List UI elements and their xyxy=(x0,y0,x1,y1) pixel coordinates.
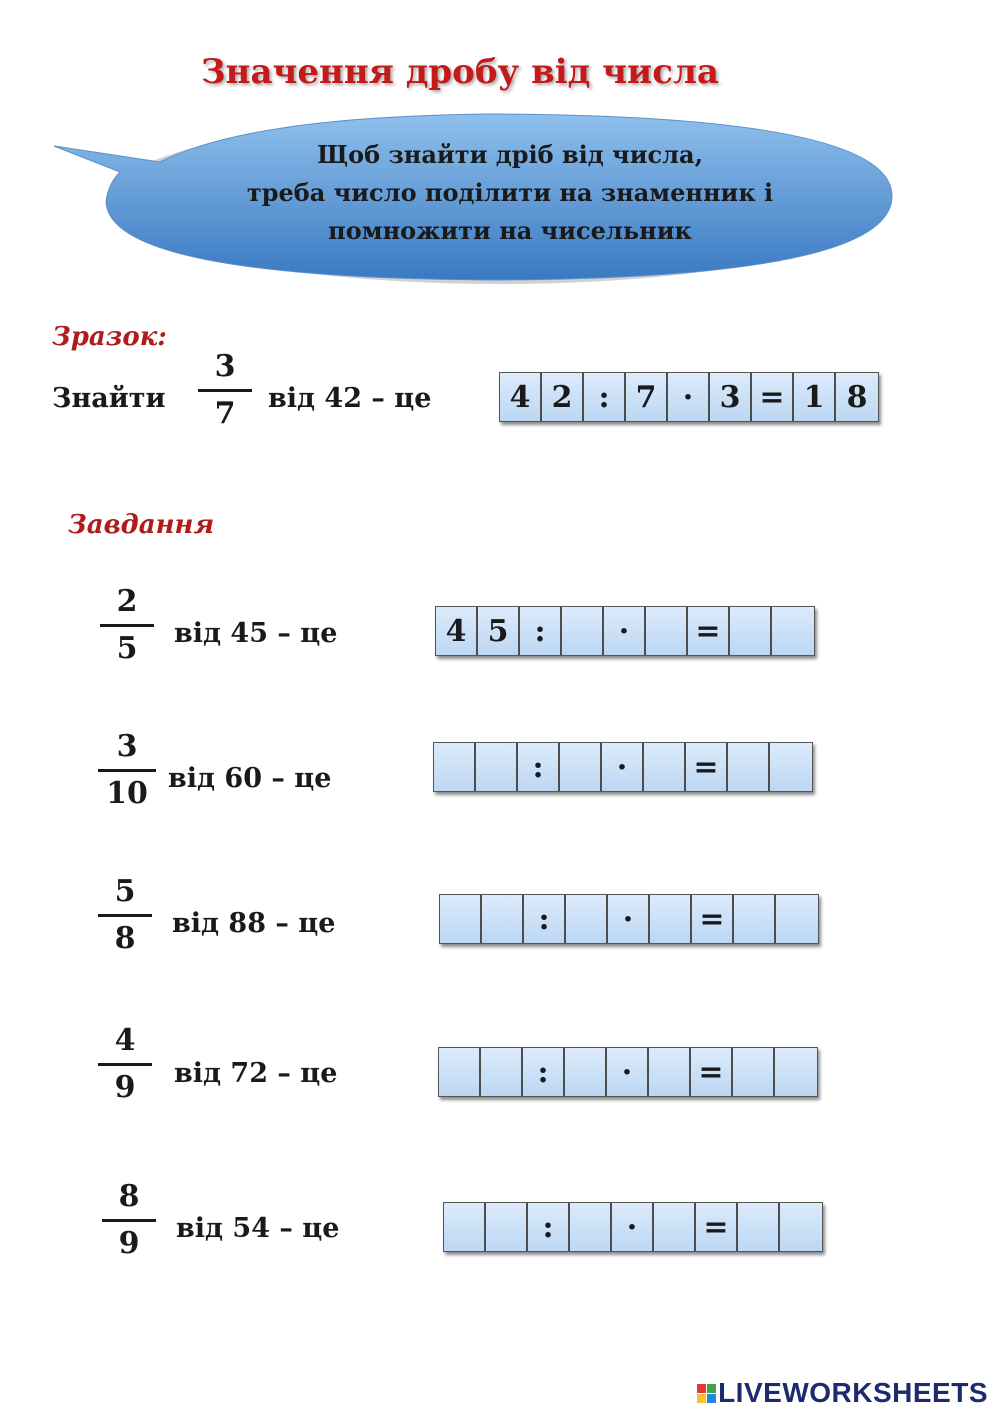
sample-label: Зразок: xyxy=(52,322,167,352)
answer-cell: 5 xyxy=(478,607,520,655)
answer-cell[interactable] xyxy=(654,1203,696,1251)
answer-cell[interactable] xyxy=(730,607,772,655)
sample-fraction xyxy=(198,350,252,431)
sample-cell: 3 xyxy=(710,373,752,421)
task-5-numerator: 8 xyxy=(118,1179,140,1214)
answer-cell[interactable] xyxy=(644,743,686,791)
task-1-denominator: 5 xyxy=(116,631,138,666)
liveworksheets-brand[interactable] xyxy=(697,1377,988,1409)
answer-cell[interactable] xyxy=(440,895,482,943)
tasks-label: Завдання xyxy=(68,510,215,540)
sample-cell: 8 xyxy=(836,373,878,421)
sample-cell: : xyxy=(584,373,626,421)
answer-cell: = xyxy=(696,1203,738,1251)
answer-cell: : xyxy=(518,743,560,791)
answer-cell[interactable] xyxy=(646,607,688,655)
task-5-fraction xyxy=(102,1180,156,1261)
answer-cell: 4 xyxy=(436,607,478,655)
task-2-numerator: 3 xyxy=(116,729,138,764)
sample-cell: = xyxy=(752,373,794,421)
task-5-answer-strip xyxy=(443,1202,823,1252)
task-1-numerator: 2 xyxy=(116,584,138,619)
fraction-bar xyxy=(102,1219,156,1222)
task-2-denominator: 10 xyxy=(106,776,148,811)
answer-cell[interactable] xyxy=(738,1203,780,1251)
answer-cell[interactable] xyxy=(649,1048,691,1096)
answer-cell[interactable] xyxy=(780,1203,822,1251)
task-1-answer-strip xyxy=(435,606,815,656)
task-4-text: від 72 – це xyxy=(174,1058,338,1089)
task-3-answer-strip xyxy=(439,894,819,944)
answer-cell[interactable] xyxy=(650,895,692,943)
task-1-text: від 45 – це xyxy=(174,618,338,649)
rule-speech-bubble xyxy=(50,110,900,290)
answer-cell[interactable] xyxy=(570,1203,612,1251)
rule-line-1: Щоб знайти дріб від числа, xyxy=(317,140,703,169)
answer-cell: = xyxy=(688,607,730,655)
task-1-fraction xyxy=(100,585,154,666)
answer-cell[interactable] xyxy=(734,895,776,943)
task-3-numerator: 5 xyxy=(114,874,136,909)
task-3-text: від 88 – це xyxy=(172,908,336,939)
task-4-fraction xyxy=(98,1024,152,1105)
logo-square xyxy=(697,1384,706,1393)
answer-cell[interactable] xyxy=(486,1203,528,1251)
logo-square xyxy=(707,1384,716,1393)
answer-cell: · xyxy=(608,895,650,943)
rule-line-3: помножити на чисельник xyxy=(328,216,692,245)
answer-cell[interactable] xyxy=(481,1048,523,1096)
answer-cell: · xyxy=(604,607,646,655)
sample-cell: 2 xyxy=(542,373,584,421)
task-4-numerator: 4 xyxy=(114,1023,136,1058)
sample-cell: 4 xyxy=(500,373,542,421)
task-3-fraction xyxy=(98,875,152,956)
fraction-bar xyxy=(98,769,156,772)
answer-cell: : xyxy=(528,1203,570,1251)
answer-cell: · xyxy=(607,1048,649,1096)
sample-cell: 7 xyxy=(626,373,668,421)
answer-cell[interactable] xyxy=(482,895,524,943)
answer-cell[interactable] xyxy=(560,743,602,791)
answer-cell[interactable] xyxy=(770,743,812,791)
answer-cell[interactable] xyxy=(444,1203,486,1251)
logo-square xyxy=(697,1394,706,1403)
task-4-answer-strip xyxy=(438,1047,818,1097)
page-title: Значення дробу від числа xyxy=(201,52,719,92)
fraction-bar xyxy=(98,1063,152,1066)
task-5-denominator: 9 xyxy=(118,1226,140,1261)
answer-cell: : xyxy=(523,1048,565,1096)
sample-answer-strip xyxy=(499,372,879,422)
rule-line-2: треба число поділити на знаменник і xyxy=(246,178,774,207)
answer-cell: · xyxy=(602,743,644,791)
answer-cell: = xyxy=(686,743,728,791)
answer-cell[interactable] xyxy=(728,743,770,791)
sample-numerator: 3 xyxy=(214,349,236,384)
sample-find-word: Знайти xyxy=(52,383,166,414)
answer-cell[interactable] xyxy=(776,895,818,943)
answer-cell[interactable] xyxy=(434,743,476,791)
answer-cell[interactable] xyxy=(439,1048,481,1096)
task-2-answer-strip xyxy=(433,742,813,792)
sample-denominator: 7 xyxy=(214,396,236,431)
fraction-bar xyxy=(98,914,152,917)
task-3-denominator: 8 xyxy=(114,921,136,956)
fraction-bar xyxy=(100,624,154,627)
liveworksheets-logo-icon xyxy=(697,1384,716,1403)
sample-tail: від 42 – це xyxy=(268,383,432,414)
task-2-fraction xyxy=(98,730,156,811)
answer-cell: · xyxy=(612,1203,654,1251)
answer-cell[interactable] xyxy=(562,607,604,655)
answer-cell[interactable] xyxy=(733,1048,775,1096)
answer-cell[interactable] xyxy=(476,743,518,791)
sample-cell: 1 xyxy=(794,373,836,421)
answer-cell: : xyxy=(520,607,562,655)
answer-cell: = xyxy=(691,1048,733,1096)
answer-cell[interactable] xyxy=(775,1048,817,1096)
answer-cell[interactable] xyxy=(566,895,608,943)
task-4-denominator: 9 xyxy=(114,1070,136,1105)
sample-cell: · xyxy=(668,373,710,421)
fraction-bar xyxy=(198,389,252,392)
logo-square xyxy=(707,1394,716,1403)
answer-cell[interactable] xyxy=(565,1048,607,1096)
task-5-text: від 54 – це xyxy=(176,1213,340,1244)
brand-text: LIVEWORKSHEETS xyxy=(718,1377,988,1408)
answer-cell: : xyxy=(524,895,566,943)
answer-cell: = xyxy=(692,895,734,943)
task-2-text: від 60 – це xyxy=(168,763,332,794)
answer-cell[interactable] xyxy=(772,607,814,655)
